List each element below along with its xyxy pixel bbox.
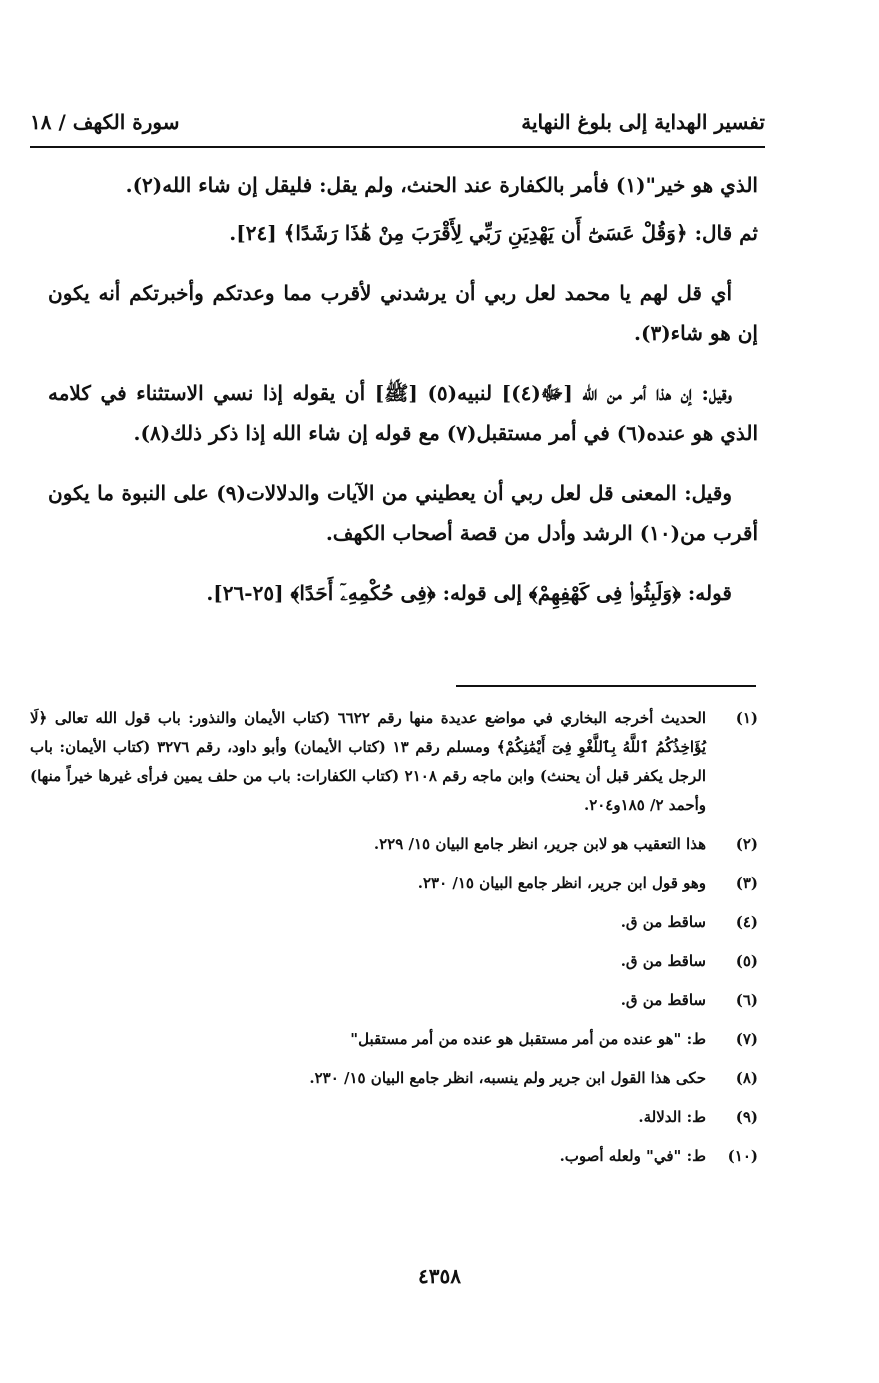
footnote-text: هذا التعقيب هو لابن جرير، انظر جامع البيان ١٥/ ٢٢٩. xyxy=(373,835,706,853)
footnote xyxy=(30,1103,758,1132)
paragraph: أي قل لهم يا محمد لعل ربي أن يرشدني لأقرب مما وعدتكم وأخبرتكم أنه يكون إن هو شاء(٣). xyxy=(48,281,758,345)
footnote-separator xyxy=(456,685,756,687)
footnote xyxy=(30,1142,758,1171)
footnote-number: (٨) xyxy=(735,1069,758,1087)
footnote-number: (٣) xyxy=(735,874,758,892)
running-header xyxy=(30,106,765,148)
footnote-number: (٧) xyxy=(735,1030,758,1048)
footnote xyxy=(30,830,758,859)
footnotes xyxy=(30,704,758,1181)
footnote-number: (٤) xyxy=(735,913,758,931)
paragraph: وقيل: إن هذا أمر من الله [ﷻ(٤)] لنبيه(٥) [ﷺ] أن يقوله إذا نسي الاستثناء في كلامه الذي هو عنده(٦) في أمر مستقبل(٧) مع قوله إن شاء الله إذا ذكر ذلك(٨). xyxy=(48,381,758,445)
footnote-number: (٦) xyxy=(735,991,758,1009)
book-title: تفسير الهداية إلى بلوغ النهاية xyxy=(521,110,765,134)
footnote-number: (٢) xyxy=(735,835,758,853)
footnote-text: ط: "هو عنده من أمر مستقبل هو عنده من أمر مستقبل" xyxy=(350,1030,706,1048)
paragraph: الذي هو خير"(١) فأمر بالكفارة عند الحنث، ولم يقل: فليقل إن شاء الله(٢). xyxy=(125,173,758,197)
footnote xyxy=(30,869,758,898)
footnote-text: ساقط من ق. xyxy=(620,952,706,970)
footnote xyxy=(30,986,758,1015)
surah-label: سورة الكهف / ١٨ xyxy=(30,110,180,134)
footnote-number: (٩) xyxy=(735,1108,758,1126)
footnote-text: ساقط من ق. xyxy=(620,991,706,1009)
footnote xyxy=(30,1025,758,1054)
footnote-number: (١٠) xyxy=(727,1147,758,1165)
footnote xyxy=(30,908,758,937)
footnote xyxy=(30,704,758,820)
footnote-number: (٥) xyxy=(735,952,758,970)
footnote-text: وهو قول ابن جرير، انظر جامع البيان ١٥/ ٢٣٠. xyxy=(417,874,706,892)
footnote xyxy=(30,947,758,976)
footnote-text: ط: الدلالة. xyxy=(638,1108,706,1126)
paragraph: ثم قال: ﴿وَقُلْ عَسَىٰٓ أَن يَهْدِيَنِ رَبِّي لِأَقْرَبَ مِنْ هَٰذَا رَشَدًا﴾ [٢٤]. xyxy=(229,221,758,245)
footnote-text: الحديث أخرجه البخاري في مواضع عديدة منها رقم ٦٦٢٢ (كتاب الأيمان والنذور: باب قول الله تعالى ﴿لَا يُؤَاخِذُكُمُ ٱللَّهُ بِٱللَّغْوِ فِىٓ أَيْمَٰنِكُمْ﴾ ومسلم رقم ١٣ (كتاب الأيمان) وأبو داود، رقم ٣٢٧٦ (كتاب الأيمان: باب الرجل يكفر قبل أن يحنث) وابن ماجه رقم ٢١٠٨ (كتاب الكفارات: باب من حلف يمين فرأى غيرها خيراً منها) وأحمد ٢/ ١٨٥و٢٠٤. xyxy=(30,709,707,814)
footnote xyxy=(30,1064,758,1093)
footnote-number: (١) xyxy=(735,709,758,727)
paragraph: قوله: ﴿وَلَبِثُوا۟ فِى كَهْفِهِمْ﴾ إلى قوله: ﴿فِى حُكْمِهِۦٓ أَحَدًا﴾ [٢٥-٢٦]. xyxy=(206,581,732,605)
page-number: ٤٣٥٨ xyxy=(418,1264,461,1288)
footnote-text: ساقط من ق. xyxy=(620,913,706,931)
footnote-text: ط: "في" ولعله أصوب. xyxy=(559,1147,706,1165)
footnote-text: حكى هذا القول ابن جرير ولم ينسبه، انظر جامع البيان ١٥/ ٢٣٠. xyxy=(309,1069,706,1087)
main-text xyxy=(48,165,758,633)
paragraph: وقيل: المعنى قل لعل ربي أن يعطيني من الآيات والدلالات(٩) على النبوة ما يكون أقرب من(١٠) الرشد وأدل من قصة أصحاب الكهف. xyxy=(48,481,758,545)
